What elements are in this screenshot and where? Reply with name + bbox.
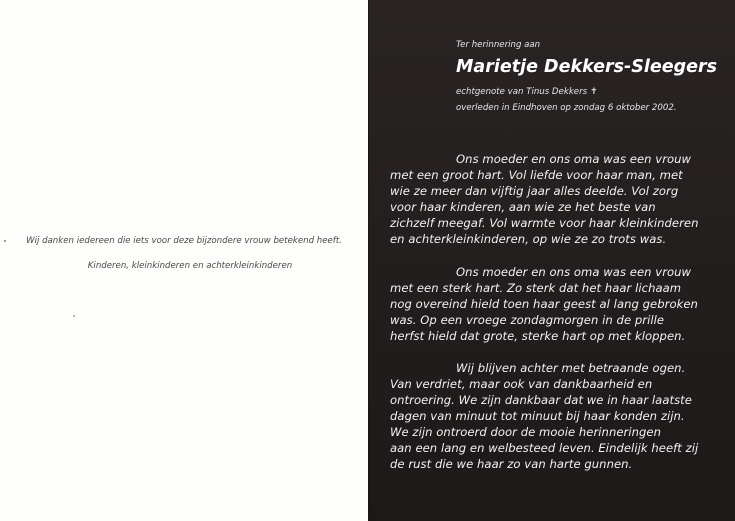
poem-line: Van verdriet, maar ook van dankbaarheid en	[390, 377, 653, 391]
family-signature: Kinderen, kleinkinderen en achterkleinkinderen	[87, 261, 293, 271]
cross-icon: ✝	[590, 87, 598, 97]
poem-line: We zijn ontroerd door de mooie herinneringen	[390, 425, 662, 439]
poem-line: en achterkleinkinderen, op wie ze zo trots was.	[390, 232, 667, 246]
memorial-intro: Ter herinnering aan	[456, 40, 541, 50]
poem-line: dagen van minuut tot minuut bij haar konden zijn.	[390, 409, 685, 423]
poem-line: herfst hield dat grote, sterke hart op met kloppen.	[390, 329, 686, 343]
spouse-line	[456, 87, 598, 97]
right-page	[368, 0, 735, 521]
poem-line: Ons moeder en ons oma was een vrouw	[456, 152, 692, 166]
death-notice: overleden in Eindhoven op zondag 6 oktober 2002.	[456, 103, 677, 113]
poem-line: Wij blijven achter met betraande ogen.	[456, 361, 686, 375]
poem-line: Ons moeder en ons oma was een vrouw	[456, 265, 692, 279]
poem-line: aan een lang en welbesteed leven. Eindelijk heeft zij	[390, 441, 699, 455]
poem-line: zichzelf meegaf. Vol warmte voor haar kleinkinderen	[390, 216, 699, 230]
spouse-text: echtgenote van Tinus Dekkers	[456, 87, 588, 97]
poem-line: met een groot hart. Vol liefde voor haar man, met	[390, 168, 683, 182]
poem-line: ontroering. We zijn dankbaar dat we in haar laatste	[390, 393, 692, 407]
thanks-text: Wij danken iedereen die iets voor deze bijzondere vrouw betekend heeft.	[26, 236, 342, 246]
poem-line: de rust die we haar zo van harte gunnen.	[390, 457, 633, 471]
poem-line: met een sterk hart. Zo sterk dat het haar lichaam	[390, 281, 682, 295]
poem-line: nog overeind hield toen haar geest al lang gebroken	[390, 297, 698, 311]
deceased-name: Marietje Dekkers-Sleegers	[456, 57, 718, 77]
stray-mark	[73, 315, 75, 317]
poem-line: voor haar kinderen, aan wie ze het beste van	[390, 200, 656, 214]
poem-line: was. Op een vroege zondagmorgen in de prille	[390, 313, 665, 327]
poem-line: wie ze meer dan vijftig jaar alles deelde. Vol zorg	[390, 184, 679, 198]
